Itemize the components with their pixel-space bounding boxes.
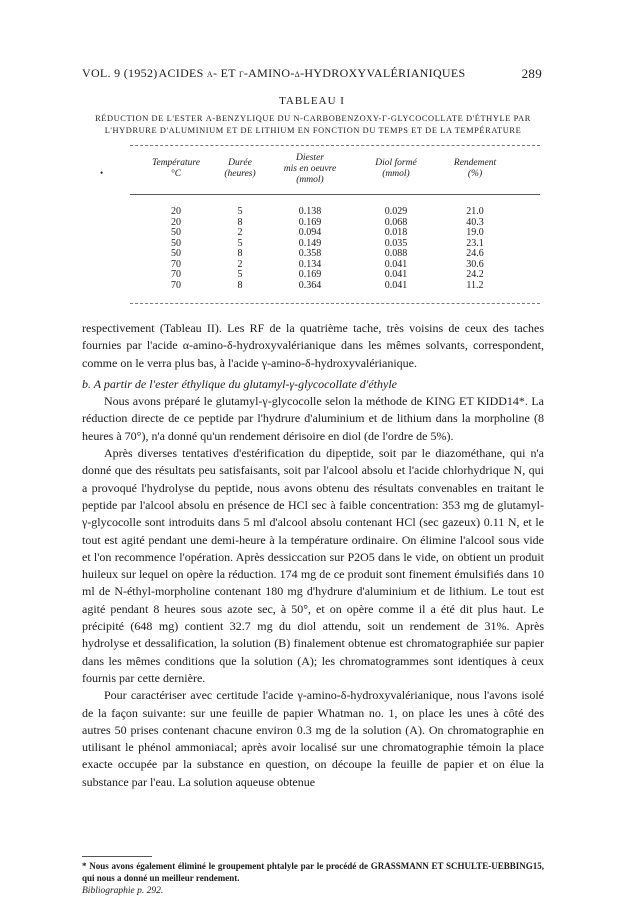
footnote-rule — [82, 856, 152, 857]
table-row — [140, 207, 510, 218]
table-cell: 0.094 — [298, 227, 322, 238]
table-bottom-rule — [130, 303, 540, 304]
table-cell: 20 — [171, 206, 181, 217]
table-cell: 70 — [171, 269, 181, 280]
paragraph-4: Pour caractériser avec certitude l'acide γ-amino-δ-hydroxyvalérianique, nous l'avons isolé de la façon suivante: sur une feuille de papier Whatman no. 1, on place les unes à côté des autres 50 prises contenant chacune environ 0.3 mg de la solution (A). On chromatographie en utilisant le phénol ammoniacal; après avoir localisé sur une chromatographie témoin la place exacte occupée par la substance en question, on découpe la feuille de papier et on élue la substance par l'eau. La solution aqueuse obtenue — [82, 688, 544, 789]
table-cell: 0.029 — [384, 206, 408, 217]
table-cell: 0.169 — [298, 216, 322, 228]
paragraph-2: Nous avons préparé le glutamyl-γ-glycocolle selon la méthode de KING ET KIDD14*. La réduction directe de ce peptide par l'hydrure d'aluminium et de lithium dans la morpholine (8 heures à 70°), n'a donné qu'un rendement dérisoire en diol (de l'ordre de 5%). — [82, 394, 544, 443]
header-diol: Diol formé (mmol) — [375, 158, 417, 179]
table-cell: 50 — [171, 248, 181, 259]
table-cell: 70 — [171, 279, 181, 291]
table-cell: 0.149 — [298, 237, 322, 249]
paragraph-1: respectivement (Tableau II). Les RF de la quatrième tache, très voisins de ceux des taches fournies par l'acide α-amino-δ-hydroxyvalérianique dans les mêmes solvants, correspondent, comme on le verra plus bas, à l'acide γ-amino-δ-hydroxyvalérianique. — [82, 321, 544, 370]
table-row — [140, 228, 510, 239]
table-cell: 8 — [237, 279, 243, 291]
footnote — [82, 860, 544, 884]
bibliography-reference: Bibliographie p. 292. — [82, 886, 164, 896]
table-cell: 0.364 — [298, 279, 322, 291]
table-row — [140, 281, 510, 292]
table-cell: 21.0 — [466, 206, 484, 217]
data-table — [140, 207, 510, 291]
volume-year: VOL. 9 (1952) — [82, 66, 158, 80]
table-cell: 2 — [237, 227, 243, 238]
table-cell: 2 — [237, 258, 243, 270]
table-top-rule — [130, 145, 540, 146]
table-row — [140, 249, 510, 260]
table-cell: 11.2 — [466, 279, 484, 291]
table-row — [140, 270, 510, 281]
table-cell: 0.138 — [298, 206, 322, 217]
header-diester: Diester mis en oeuvre (mmol) — [283, 153, 337, 185]
table-cell: 30.6 — [466, 258, 484, 270]
table-cell: 0.134 — [298, 258, 322, 270]
header-duree: Durée (heures) — [224, 158, 256, 179]
table-row — [140, 239, 510, 250]
table-cell: 0.358 — [298, 248, 322, 259]
table-cell: 0.041 — [384, 279, 408, 291]
running-title: ACIDES α- ET γ-AMINO-δ-HYDROXYVALÉRIANIQUES — [158, 66, 466, 80]
table-cell: 0.169 — [298, 269, 322, 280]
table-cell: 0.041 — [384, 258, 408, 270]
table-cell: 0.035 — [384, 237, 408, 249]
table-cell: 70 — [171, 258, 181, 270]
table-cell: 50 — [171, 227, 181, 238]
header-rendement: Rendement (%) — [453, 158, 497, 179]
table-cell: 24.2 — [466, 269, 484, 280]
table-cell: 5 — [237, 237, 243, 249]
table-cell: 5 — [237, 206, 243, 217]
table-row — [140, 260, 510, 271]
table-body — [140, 207, 510, 291]
table-cell: 0.041 — [384, 269, 408, 280]
table-cell: 0.018 — [384, 227, 408, 238]
table-cell: 0.068 — [384, 216, 408, 228]
body-text — [82, 320, 544, 791]
table-header-rule — [130, 194, 540, 195]
margin-bullet: • — [100, 168, 104, 178]
table-cell: 8 — [237, 248, 243, 259]
table-caption: RÉDUCTION DE L'ESTER Α-BENZYLIQUE DU N-CARBOBENZOXY-Γ-GLYCOCOLLATE D'ÉTHYLE PAR L'HYDRURE D'ALUMINIUM ET DE LITHIUM EN FONCTION DU TEMPS ET DE LA TEMPÉRATURE — [95, 114, 531, 135]
table-cell: 8 — [237, 216, 243, 228]
table-cell: 20 — [171, 216, 181, 228]
section-heading: b. A partir de l'ester éthylique du glutamyl-γ-glycocollate d'éthyle — [82, 376, 398, 391]
header-temperature: Température °C — [152, 158, 200, 179]
paragraph-3: Après diverses tentatives d'estérification du dipeptide, soit par le diazométhane, qui n'a donné que des résultats peu satisfaisants, soit par l'alcool absolu et l'acide chlorhydrique N, qui a provoqué l'hydrolyse du peptide, nous avons obtenu des résultats convenables en traitant le peptide par l'alcool absolu en présence de HCl sec à faible concentration: 353 mg de glutamyl-γ-glycocolle sont introduits dans 5 ml d'alcool absolu contenant HCl (sec gazeux) 0.11 N, et le tout est agité pendant une demi-heure à la température ordinaire. On élimine l'alcool sous vide et l'on recommence l'opération. Après dessiccation sur P2O5 dans le vide, on obtient un produit huileux sur lequel on opère la réduction. 174 mg de ce produit sont finement émulsifiés dans 10 ml de N-éthyl-morpholine contenant 180 mg d'hydrure d'aluminium et de lithium. Le tout est agité pendant 8 heures sous azote sec, à 50°, et on opère comme il a été dit plus haut. Le précipité (648 mg) contient 32.7 mg du diol attendu, soit un rendement de 31%. Après hydrolyse et dessalification, la solution (B) finalement obtenue est chromatographiée sur papier dans les mêmes conditions que la solution (A); les chromatogrammes sont identiques à ceux fournis par cette dernière. — [82, 446, 544, 685]
footnote-text: * Nous avons également éliminé le groupement phtalyle par le procédé de GRASSMANN ET SCHULTE-UEBBING15, qui nous a donné un meilleur rendement. — [82, 861, 544, 883]
table-cell: 0.088 — [384, 248, 408, 259]
table-cell: 24.6 — [466, 248, 484, 259]
table-cell: 5 — [237, 269, 243, 280]
table-cell: 50 — [171, 237, 181, 249]
table-row — [140, 218, 510, 229]
table-title: TABLEAU I — [279, 95, 345, 107]
table-cell: 40.3 — [466, 216, 484, 228]
running-head — [82, 66, 542, 84]
page-number: 289 — [521, 66, 542, 81]
table-cell: 19.0 — [466, 227, 484, 238]
table-cell: 23.1 — [466, 237, 484, 249]
